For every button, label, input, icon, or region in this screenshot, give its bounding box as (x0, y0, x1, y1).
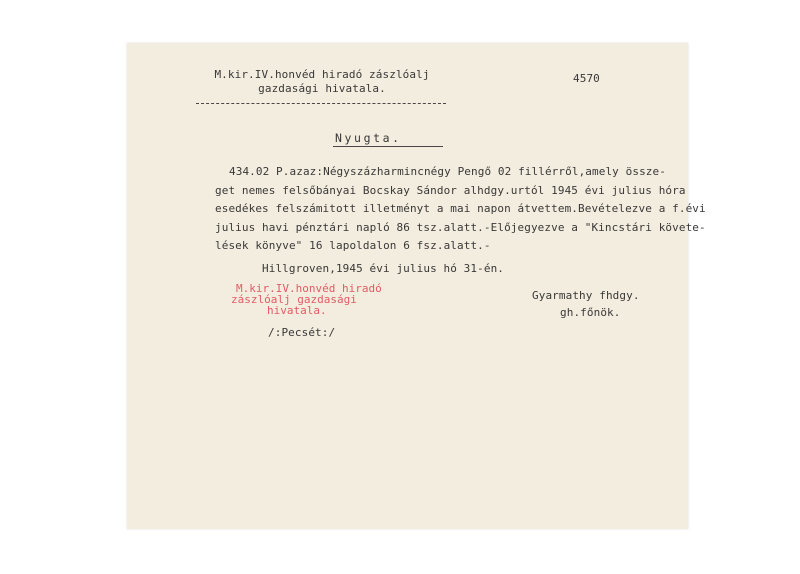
signer-name: Gyarmathy fhdgy. (532, 289, 640, 302)
title-underline (333, 146, 443, 147)
body-line: julius havi pénztári napló 86 tsz.alatt.-Előjegyezve a "Kincstári követe- (215, 220, 706, 234)
office-stamp (231, 282, 382, 317)
issuer-header-line2: gazdasági hivatala. (258, 82, 386, 95)
place-date: Hillgroven,1945 évi julius hó 31-én. (262, 262, 505, 275)
stamp-line1: M.kir.IV.honvéd hiradó (236, 282, 382, 295)
issuer-header-line1: M.kir.IV.honvéd hiradó zászlóalj (214, 68, 430, 81)
document-title: Nyugta. (335, 131, 402, 145)
receipt-body (215, 163, 706, 256)
body-line: esedékes felszámitott illetményt a mai napon átvettem.Bevételezve a f.évi (215, 202, 706, 215)
issuer-header (202, 68, 442, 96)
body-line: lések könyve" 16 lapoldalon 6 fsz.alatt.- (215, 239, 491, 252)
document-number: 4570 (573, 72, 600, 85)
signer-title: gh.főnök. (560, 306, 621, 319)
seal-label: /:Pecsét:/ (268, 326, 336, 339)
stamp-line2: zászlóalj gazdasági (231, 293, 357, 306)
body-line: get nemes felsőbányai Bocskay Sándor alhdgy.urtól 1945 évi julius hóra (215, 183, 686, 197)
header-divider (196, 103, 446, 104)
paper-sheet (127, 43, 688, 529)
body-line: 434.02 P.azaz:Négyszázharmincnégy Pengő 02 fillérről,amely össze- (229, 165, 666, 178)
stamp-line3: hivatala. (267, 304, 327, 317)
